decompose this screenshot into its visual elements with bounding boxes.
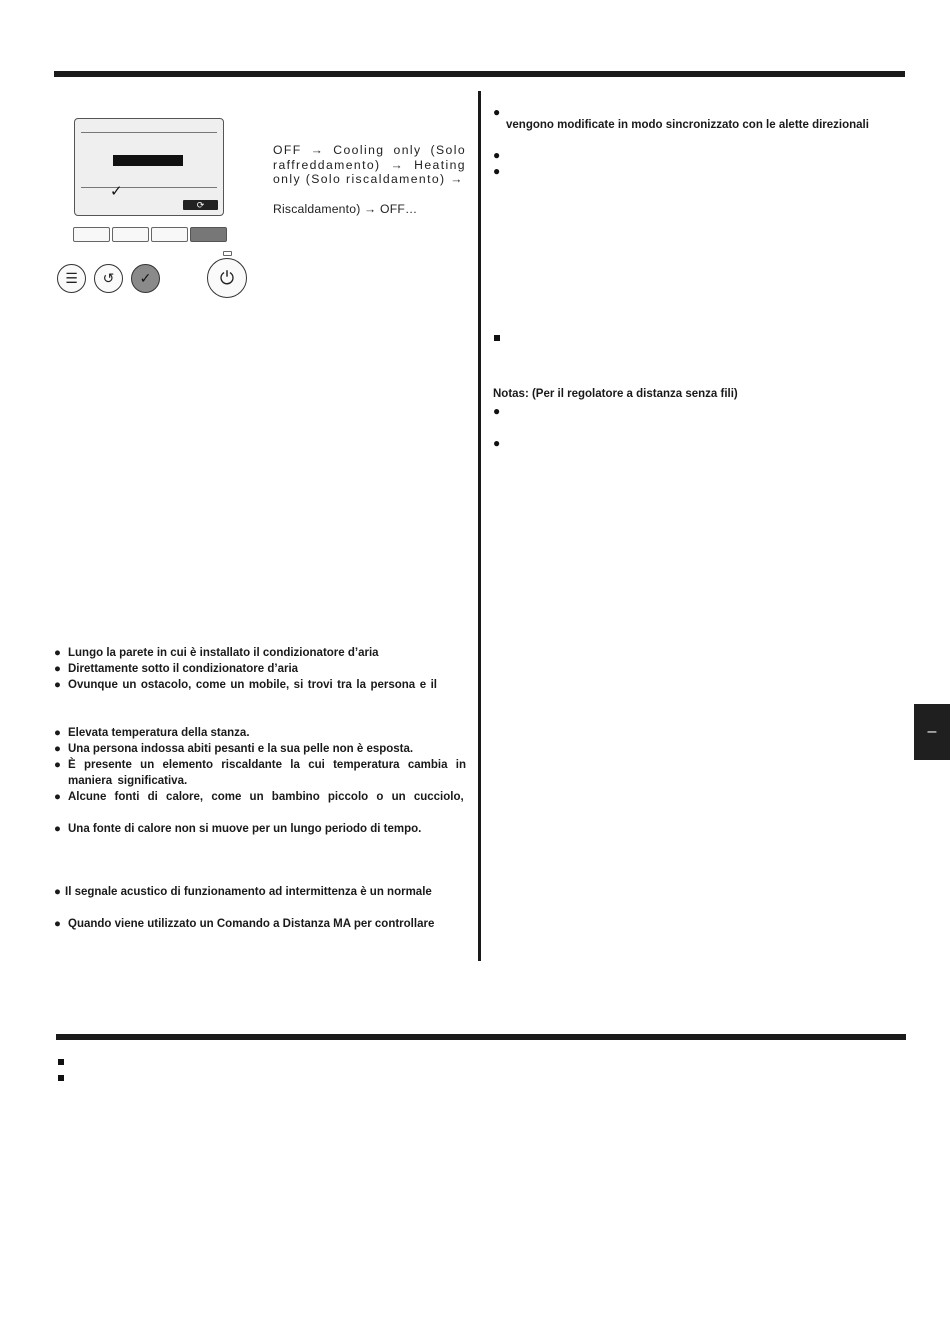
function-key-f3[interactable] (151, 227, 188, 242)
confirm-button[interactable] (131, 264, 160, 293)
list-item: ● Alcune fonti di calore, come un bambino piccolo o un cucciolo, (54, 791, 464, 803)
list-item: ● Ovunque un ostacolo, come un mobile, si trovi tra la persona e il (54, 679, 437, 691)
language-side-tab: – (914, 704, 950, 760)
list-item: ● Direttamente sotto il condizionatore d’aria (54, 663, 299, 675)
power-button[interactable] (207, 258, 247, 298)
section-square-icon (58, 1075, 64, 1081)
function-key-f4[interactable] (190, 227, 227, 242)
bullet-icon: ● (54, 791, 61, 803)
check-icon: ✓ (110, 183, 123, 200)
mode-sequence-end: Riscaldamento) → OFF… (273, 202, 418, 216)
bullet-icon: ● (54, 886, 61, 898)
power-led (223, 251, 232, 256)
bullet-icon: ● (493, 404, 501, 418)
top-rule (54, 71, 905, 77)
bullet-icon: ● (493, 164, 501, 178)
menu-button[interactable] (57, 264, 86, 293)
confirm-check-icon: ✓ (139, 270, 152, 286)
function-key-f2[interactable] (112, 227, 149, 242)
list-item: ● Una persona indossa abiti pesanti e la sua pelle non è esposta. (54, 743, 414, 755)
rotate-arrows-icon: ⟳ (183, 200, 218, 210)
bullet-icon: ● (493, 148, 501, 162)
bullet-icon: ● (54, 679, 61, 691)
bullet-icon: ● (54, 727, 61, 739)
bullet-icon: ● (54, 743, 61, 755)
list-item: ● È presente un elemento riscaldante la cui temperatura cambia in maniera significativa. (54, 759, 466, 787)
section-square-icon (58, 1059, 64, 1065)
list-item: ● Lungo la parete in cui è installato il condizionatore d’aria (54, 647, 379, 659)
power-icon: ⏻ (219, 268, 235, 288)
function-key-f1[interactable] (73, 227, 110, 242)
lcd-divider-top (81, 132, 217, 133)
bullet-icon: ● (54, 823, 61, 835)
sync-louver-text: vengono modificate in modo sincronizzato con le alette direzionali (506, 119, 869, 131)
list-item: ● Il segnale acustico di funzionamento ad intermittenza è un normale (54, 886, 432, 898)
lcd-divider-bottom (81, 187, 217, 188)
menu-icon: ☰ (65, 270, 78, 286)
bullet-icon: ● (493, 105, 501, 119)
column-divider (478, 91, 481, 961)
list-item: ● Quando viene utilizzato un Comando a Distanza MA per controllare (54, 918, 435, 930)
bullet-icon: ● (493, 436, 501, 450)
mode-sequence-text: OFF → Cooling only (Solo raffreddamento) → Heating only (Solo riscaldamento) → (273, 143, 466, 187)
return-icon: ↺ (102, 270, 115, 286)
notas-heading: Notas: (Per il regolatore a distanza senza fili) (493, 388, 738, 400)
bullet-icon: ● (54, 647, 61, 659)
section-square-icon (494, 335, 500, 341)
bullet-icon: ● (54, 759, 61, 771)
list-item: ● Elevata temperatura della stanza. (54, 727, 250, 739)
lcd-selected-bar (113, 155, 183, 166)
bullet-icon: ● (54, 918, 61, 930)
list-item: ● Una fonte di calore non si muove per un lungo periodo di tempo. (54, 823, 422, 835)
bullet-icon: ● (54, 663, 61, 675)
bottom-rule (56, 1034, 906, 1040)
remote-lcd-screen (74, 118, 224, 216)
return-button[interactable] (94, 264, 123, 293)
